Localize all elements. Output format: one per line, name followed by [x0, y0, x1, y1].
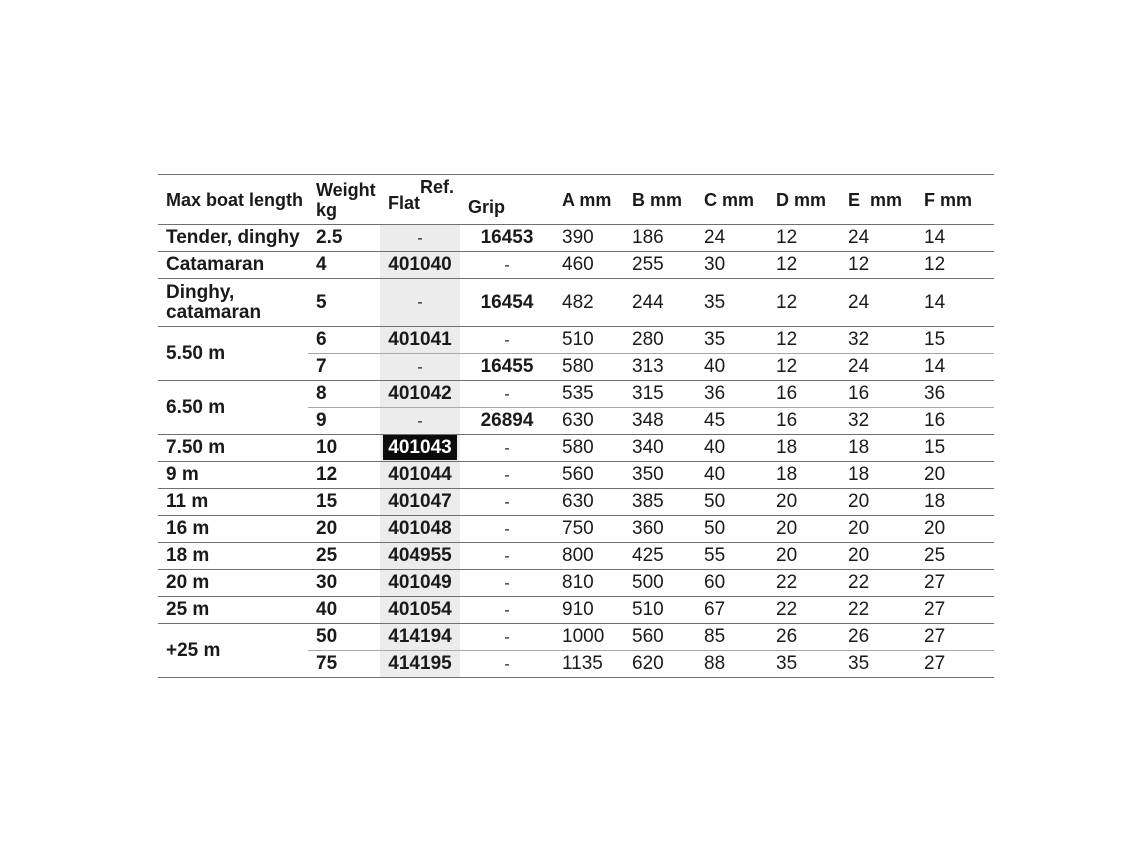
- table-row: [158, 252, 994, 279]
- cell-a-mm: 390: [554, 225, 624, 252]
- header-d-mm: D mm: [768, 175, 840, 225]
- cell-c-mm: 36: [696, 381, 768, 408]
- cell-ref-grip: [460, 327, 554, 354]
- header-b-mm: B mm: [624, 175, 696, 225]
- ref-flat-value: -: [417, 229, 423, 247]
- cell-weight: 10: [308, 435, 380, 462]
- cell-a-mm: 535: [554, 381, 624, 408]
- cell-ref-flat: [380, 570, 460, 597]
- cell-c-mm: 40: [696, 354, 768, 381]
- ref-grip-value: -: [504, 655, 510, 673]
- cell-e-mm: 24: [840, 354, 916, 381]
- header-f-mm: F mm: [916, 175, 994, 225]
- cell-ref-grip: [460, 354, 554, 381]
- cell-ref-flat: [380, 279, 460, 327]
- cell-b-mm: 360: [624, 516, 696, 543]
- table-row: [158, 435, 994, 462]
- ref-flat-value: 414195: [388, 653, 452, 674]
- cell-f-mm: 14: [916, 225, 994, 252]
- cell-f-mm: 25: [916, 543, 994, 570]
- ref-grip-value: -: [504, 520, 510, 538]
- table-row: [158, 381, 994, 408]
- cell-b-mm: 350: [624, 462, 696, 489]
- cell-ref-grip: [460, 408, 554, 435]
- table-body: [158, 225, 994, 678]
- cell-ref-flat: [380, 408, 460, 435]
- cell-ref-grip: [460, 516, 554, 543]
- cell-a-mm: 810: [554, 570, 624, 597]
- cell-b-mm: 500: [624, 570, 696, 597]
- header-weight: [308, 175, 380, 225]
- header-flat: [380, 175, 460, 225]
- cell-weight: 8: [308, 381, 380, 408]
- cell-ref-flat: [380, 489, 460, 516]
- table-row: [158, 225, 994, 252]
- ref-flat-value: 401041: [388, 329, 452, 350]
- cell-a-mm: 800: [554, 543, 624, 570]
- ref-flat-value: 401040: [388, 254, 452, 275]
- cell-c-mm: 55: [696, 543, 768, 570]
- cell-ref-flat: [380, 462, 460, 489]
- ref-grip-value: -: [504, 256, 510, 274]
- cell-max-boat-length: 11 m: [158, 489, 308, 516]
- ref-grip-value: 26894: [480, 410, 534, 431]
- cell-ref-grip: [460, 597, 554, 624]
- table-row: [158, 543, 994, 570]
- ref-flat-value: -: [417, 358, 423, 376]
- ref-grip-value: -: [504, 466, 510, 484]
- ref-flat-value: 401054: [388, 599, 452, 620]
- cell-weight: 5: [308, 279, 380, 327]
- cell-f-mm: 14: [916, 354, 994, 381]
- header-e-mm: E mm: [840, 175, 916, 225]
- cell-b-mm: 280: [624, 327, 696, 354]
- cell-weight: 25: [308, 543, 380, 570]
- ref-flat-value: -: [417, 294, 423, 311]
- cell-d-mm: 12: [768, 327, 840, 354]
- ref-grip-value: 16454: [480, 291, 534, 313]
- cell-c-mm: 88: [696, 651, 768, 678]
- cell-f-mm: 16: [916, 408, 994, 435]
- cell-b-mm: 244: [624, 279, 696, 327]
- cell-a-mm: 580: [554, 435, 624, 462]
- cell-a-mm: 460: [554, 252, 624, 279]
- cell-max-boat-length: +25 m: [158, 624, 308, 678]
- cell-ref-grip: [460, 252, 554, 279]
- header-a-mm: A mm: [554, 175, 624, 225]
- ref-flat-value: 414194: [388, 626, 452, 647]
- ref-grip-value: -: [504, 439, 510, 457]
- cell-ref-flat: [380, 225, 460, 252]
- cell-d-mm: 12: [768, 354, 840, 381]
- cell-ref-flat: [380, 597, 460, 624]
- cell-weight: 9: [308, 408, 380, 435]
- ref-flat-value: 401049: [388, 572, 452, 593]
- ref-grip-value: -: [504, 385, 510, 403]
- cell-d-mm: 16: [768, 381, 840, 408]
- cell-ref-flat: [380, 381, 460, 408]
- cell-e-mm: 18: [840, 462, 916, 489]
- cell-ref-grip: [460, 279, 554, 327]
- cell-f-mm: 27: [916, 597, 994, 624]
- cell-e-mm: 32: [840, 408, 916, 435]
- header-max-boat-length: Max boat length: [158, 175, 308, 225]
- cell-d-mm: 20: [768, 516, 840, 543]
- cell-weight: 4: [308, 252, 380, 279]
- cell-max-boat-length: 20 m: [158, 570, 308, 597]
- cell-weight: 30: [308, 570, 380, 597]
- cell-c-mm: 67: [696, 597, 768, 624]
- cell-ref-grip: [460, 435, 554, 462]
- cell-c-mm: 40: [696, 462, 768, 489]
- cell-ref-grip: [460, 381, 554, 408]
- cell-ref-flat: [380, 435, 460, 462]
- header-weight-unit: kg: [316, 199, 338, 220]
- ref-grip-value: 16455: [480, 356, 534, 377]
- cell-f-mm: 27: [916, 624, 994, 651]
- cell-ref-grip: [460, 225, 554, 252]
- cell-c-mm: 60: [696, 570, 768, 597]
- table-row: [158, 516, 994, 543]
- cell-d-mm: 26: [768, 624, 840, 651]
- cell-e-mm: 20: [840, 516, 916, 543]
- cell-ref-flat: [380, 516, 460, 543]
- cell-b-mm: 510: [624, 597, 696, 624]
- cell-f-mm: 15: [916, 327, 994, 354]
- cell-b-mm: 315: [624, 381, 696, 408]
- header-grip-label: Grip: [468, 196, 506, 217]
- cell-d-mm: 12: [768, 252, 840, 279]
- table-row: [158, 570, 994, 597]
- cell-d-mm: 18: [768, 462, 840, 489]
- cell-c-mm: 50: [696, 489, 768, 516]
- cell-f-mm: 14: [916, 279, 994, 327]
- cell-f-mm: 36: [916, 381, 994, 408]
- cell-c-mm: 24: [696, 225, 768, 252]
- cell-weight: 50: [308, 624, 380, 651]
- cell-weight: 75: [308, 651, 380, 678]
- cell-ref-flat: [380, 543, 460, 570]
- cell-ref-grip: [460, 543, 554, 570]
- cell-d-mm: 12: [768, 279, 840, 327]
- ref-grip-value: 16453: [480, 227, 534, 248]
- cell-ref-grip: [460, 462, 554, 489]
- cell-a-mm: 560: [554, 462, 624, 489]
- cell-c-mm: 35: [696, 279, 768, 327]
- cell-max-boat-length: 6.50 m: [158, 381, 308, 435]
- cell-b-mm: 385: [624, 489, 696, 516]
- cell-max-boat-length: Tender, dinghy: [158, 225, 308, 252]
- cell-max-boat-length: 16 m: [158, 516, 308, 543]
- cell-a-mm: 482: [554, 279, 624, 327]
- cell-e-mm: 18: [840, 435, 916, 462]
- ref-grip-value: -: [504, 547, 510, 565]
- cell-ref-flat: [380, 252, 460, 279]
- cell-a-mm: 510: [554, 327, 624, 354]
- cell-b-mm: 348: [624, 408, 696, 435]
- cell-e-mm: 24: [840, 279, 916, 327]
- ref-grip-value: -: [504, 331, 510, 349]
- cell-e-mm: 20: [840, 543, 916, 570]
- cell-ref-flat: [380, 327, 460, 354]
- cell-d-mm: 22: [768, 597, 840, 624]
- cell-max-boat-length: 5.50 m: [158, 327, 308, 381]
- cell-c-mm: 45: [696, 408, 768, 435]
- cell-f-mm: 15: [916, 435, 994, 462]
- ref-grip-value: -: [504, 628, 510, 646]
- cell-a-mm: 1000: [554, 624, 624, 651]
- header-grip: [460, 175, 554, 225]
- table-row: [158, 597, 994, 624]
- cell-a-mm: 1135: [554, 651, 624, 678]
- header-row: [158, 175, 994, 225]
- anchor-spec-table: [158, 174, 994, 678]
- ref-flat-value: 401042: [388, 383, 452, 404]
- cell-d-mm: 35: [768, 651, 840, 678]
- cell-b-mm: 313: [624, 354, 696, 381]
- cell-c-mm: 50: [696, 516, 768, 543]
- cell-max-boat-length: Dinghy, catamaran: [158, 279, 308, 327]
- header-ref-label: Ref.: [420, 176, 455, 197]
- cell-max-boat-length: 7.50 m: [158, 435, 308, 462]
- cell-weight: 40: [308, 597, 380, 624]
- ref-flat-value: 401047: [388, 491, 452, 512]
- header-weight-label: Weight: [316, 179, 376, 200]
- cell-weight: 12: [308, 462, 380, 489]
- table-row: [158, 624, 994, 651]
- cell-e-mm: 22: [840, 597, 916, 624]
- ref-flat-value: 404955: [388, 545, 452, 566]
- cell-e-mm: 35: [840, 651, 916, 678]
- cell-f-mm: 12: [916, 252, 994, 279]
- table-row: [158, 489, 994, 516]
- table-row: [158, 327, 994, 354]
- cell-ref-flat: [380, 624, 460, 651]
- cell-max-boat-length: 25 m: [158, 597, 308, 624]
- cell-b-mm: 255: [624, 252, 696, 279]
- cell-e-mm: 16: [840, 381, 916, 408]
- ref-flat-value-highlighted: 401043: [385, 437, 454, 458]
- cell-a-mm: 910: [554, 597, 624, 624]
- cell-max-boat-length: 9 m: [158, 462, 308, 489]
- header-flat-label: Flat: [388, 192, 421, 213]
- ref-flat-value: -: [417, 412, 423, 430]
- cell-c-mm: 85: [696, 624, 768, 651]
- cell-b-mm: 186: [624, 225, 696, 252]
- cell-d-mm: 18: [768, 435, 840, 462]
- cell-e-mm: 22: [840, 570, 916, 597]
- cell-d-mm: 12: [768, 225, 840, 252]
- cell-max-boat-length: Catamaran: [158, 252, 308, 279]
- cell-a-mm: 580: [554, 354, 624, 381]
- cell-max-boat-length: 18 m: [158, 543, 308, 570]
- cell-f-mm: 27: [916, 570, 994, 597]
- cell-e-mm: 32: [840, 327, 916, 354]
- cell-a-mm: 630: [554, 408, 624, 435]
- cell-f-mm: 27: [916, 651, 994, 678]
- cell-c-mm: 35: [696, 327, 768, 354]
- cell-d-mm: 22: [768, 570, 840, 597]
- cell-ref-grip: [460, 651, 554, 678]
- cell-c-mm: 40: [696, 435, 768, 462]
- cell-c-mm: 30: [696, 252, 768, 279]
- cell-e-mm: 24: [840, 225, 916, 252]
- cell-ref-flat: [380, 354, 460, 381]
- cell-f-mm: 20: [916, 516, 994, 543]
- cell-ref-flat: [380, 651, 460, 678]
- cell-d-mm: 20: [768, 489, 840, 516]
- ref-grip-value: -: [504, 574, 510, 592]
- cell-a-mm: 750: [554, 516, 624, 543]
- cell-e-mm: 12: [840, 252, 916, 279]
- cell-weight: 7: [308, 354, 380, 381]
- cell-weight: 15: [308, 489, 380, 516]
- cell-weight: 6: [308, 327, 380, 354]
- cell-ref-grip: [460, 624, 554, 651]
- cell-b-mm: 425: [624, 543, 696, 570]
- cell-e-mm: 26: [840, 624, 916, 651]
- cell-ref-grip: [460, 489, 554, 516]
- ref-flat-value: 401048: [388, 518, 452, 539]
- ref-flat-value: 401044: [388, 464, 452, 485]
- cell-f-mm: 20: [916, 462, 994, 489]
- cell-d-mm: 16: [768, 408, 840, 435]
- table-row: [158, 279, 994, 327]
- cell-d-mm: 20: [768, 543, 840, 570]
- ref-grip-value: -: [504, 493, 510, 511]
- cell-a-mm: 630: [554, 489, 624, 516]
- header-c-mm: C mm: [696, 175, 768, 225]
- cell-f-mm: 18: [916, 489, 994, 516]
- cell-b-mm: 620: [624, 651, 696, 678]
- table-row: [158, 462, 994, 489]
- cell-b-mm: 560: [624, 624, 696, 651]
- cell-weight: 2.5: [308, 225, 380, 252]
- cell-b-mm: 340: [624, 435, 696, 462]
- cell-e-mm: 20: [840, 489, 916, 516]
- ref-grip-value: -: [504, 601, 510, 619]
- cell-weight: 20: [308, 516, 380, 543]
- cell-ref-grip: [460, 570, 554, 597]
